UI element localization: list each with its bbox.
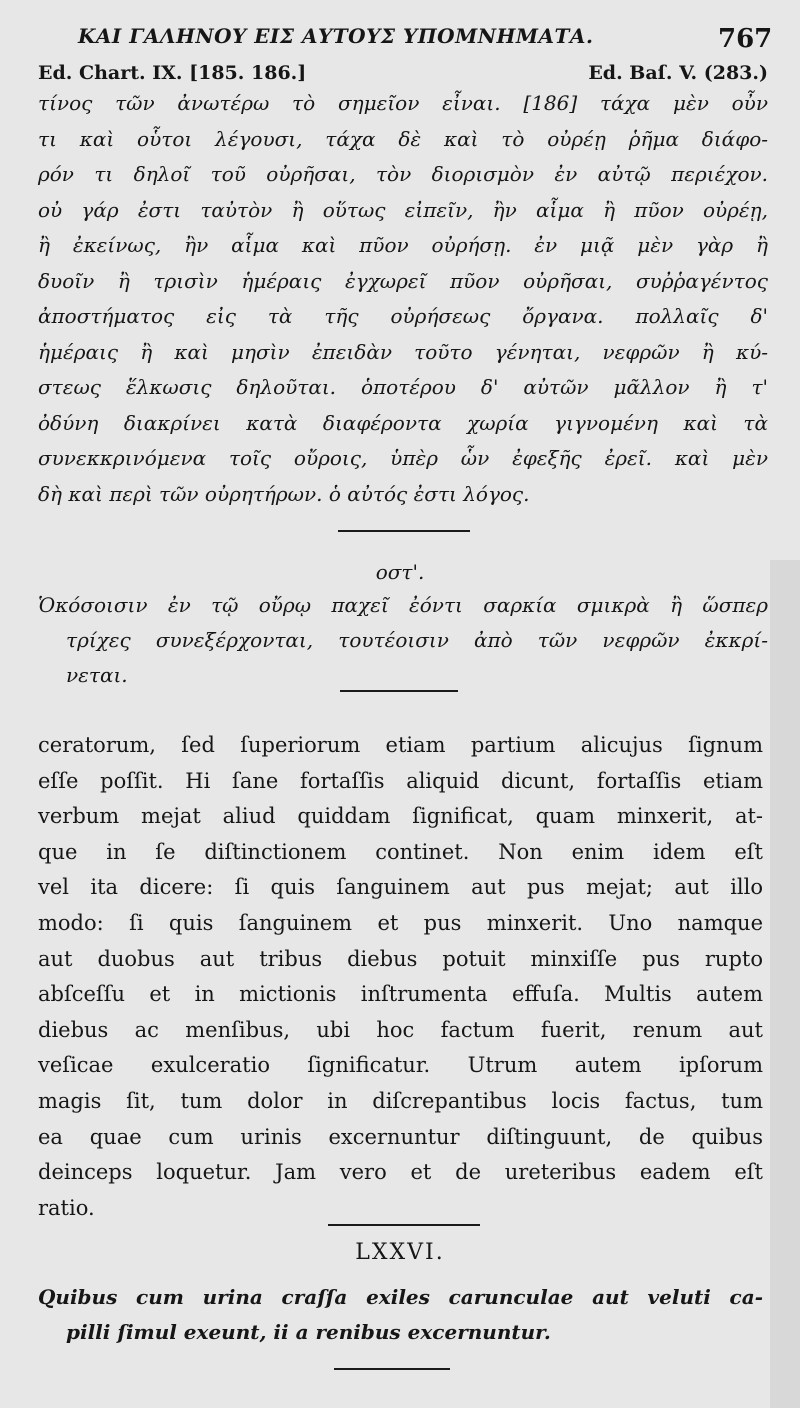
latin-commentary-line: aut duobus aut tribus diebus potuit minxiſſe pus rupto — [38, 946, 763, 971]
latin-commentary-line: vel ita dicere: ſi quis ſanguinem aut pus mejat; aut illo — [38, 875, 763, 900]
section-divider-rule — [328, 1224, 480, 1226]
greek-section-number: οστ'. — [375, 560, 425, 584]
latin-commentary-line: veſicae exulceratio ſignificatur. Utrum autem ipſorum — [38, 1053, 763, 1078]
greek-commentary-line: ἢ ἐκείνως, ἢν αἷμα καὶ πῦον οὐρήσῃ. ἐν μιᾷ μὲν γὰρ ἢ — [38, 233, 768, 257]
greek-commentary-line: ἀποστήματος εἰς τὰ τῆς οὐρήσεως ὄργανα. πολλαῖς δ' — [38, 304, 768, 328]
section-divider-rule — [340, 690, 458, 692]
edition-basel-reference: Ed. Baſ. V. (283.) — [588, 62, 768, 84]
running-header-title: ΚΑΙ ΓΑΛΗΝΟΥ ΕΙΣ ΑΥΤΟΥΣ ΥΠΟΜΝΗΜΑΤΑ. — [78, 24, 594, 48]
latin-commentary-line: abſceſſu et in mictionis inſtrumenta effuſa. Multis autem — [38, 982, 763, 1007]
latin-commentary-line: magis ſit, tum dolor in diſcrepantibus locis factus, tum — [38, 1088, 763, 1113]
greek-commentary-line: δυοῖν ἢ τρισὶν ἡμέραις ἐγχωρεῖ πῦον οὐρῆσαι, συῤῥαγέντος — [38, 268, 768, 293]
latin-commentary-line: que in ſe diſtinctionem continet. Non enim idem eſt — [38, 839, 763, 864]
latin-aphorism-line: Quibus cum urina craſſa exiles carunculae aut veluti ca- — [38, 1285, 763, 1309]
latin-commentary-line: diebus ac menſibus, ubi hoc factum fuerit, renum aut — [38, 1017, 763, 1042]
greek-aphorism-line: νεται. — [66, 663, 128, 687]
latin-commentary — [38, 728, 763, 1226]
greek-commentary-line: ρόν τι δηλοῖ τοῦ οὐρῆσαι, τὸν διορισμὸν ἐν αὐτῷ περιέχον. — [38, 162, 768, 186]
section-divider-rule — [334, 1368, 450, 1370]
greek-commentary-line: ὀδύνη διακρίνει κατὰ διαφέροντα χωρία γιγνομένη καὶ τὰ — [38, 410, 768, 435]
latin-commentary-line: ratio. — [38, 1195, 95, 1220]
greek-commentary-line: τίνος τῶν ἀνωτέρω τὸ σημεῖον εἶναι. [186] τάχα μὲν οὖν — [38, 91, 768, 115]
edition-chart-reference: Ed. Chart. IX. [185. 186.] — [38, 62, 307, 84]
latin-commentary-line: ceratorum, ſed ſuperiorum etiam partium alicujus ſignum — [38, 733, 763, 757]
latin-aphorism-line: pilli ſimul exeunt, ii a renibus excernuntur. — [66, 1320, 551, 1344]
greek-commentary-line: συνεκκρινόμενα τοῖς οὔροις, ὑπὲρ ὧν ἐφεξῆς ἐρεῖ. καὶ μὲν — [38, 446, 768, 470]
greek-commentary-line: τι καὶ οὗτοι λέγουσι, τάχα δὲ καὶ τὸ οὐρέῃ ῥῆμα διάφο- — [38, 126, 768, 151]
greek-aphorism-line: Ὁκόσοισιν ἐν τῷ οὔρῳ παχεῖ ἐόντι σαρκία σμικρὰ ἢ ὥσπερ — [38, 593, 768, 617]
greek-aphorism-line: τρίχες συνεξέρχονται, τουτέοισιν ἀπὸ τῶν νεφρῶν ἐκκρί- — [66, 628, 768, 652]
greek-aphorism — [38, 588, 768, 693]
greek-commentary-line: οὐ γάρ ἐστι ταὐτὸν ἢ οὕτως εἰπεῖν, ἢν αἷμα ἢ πῦον οὐρέῃ, — [38, 197, 768, 222]
greek-commentary-line: δὴ καὶ περὶ τῶν οὐρητήρων. ὁ αὐτός ἐστι λόγος. — [38, 481, 530, 506]
greek-commentary-line: ἡμέραις ἢ καὶ μησὶν ἐπειδὰν τοῦτο γένηται, νεφρῶν ἢ κύ- — [38, 339, 768, 364]
greek-commentary-line: στεως ἕλκωσις δηλοῦται. ὁποτέρου δ' αὐτῶν μᾶλλον ἢ τ' — [38, 375, 768, 399]
latin-commentary-line: ea quae cum urinis excernuntur diſtinguunt, de quibus — [38, 1124, 763, 1149]
latin-aphorism — [38, 1280, 763, 1350]
latin-commentary-line: modo: ſi quis ſanguinem et pus minxerit. Uno namque — [38, 910, 763, 935]
latin-commentary-line: deinceps loquetur. Jam vero et de ureteribus eadem eſt — [38, 1160, 763, 1185]
section-divider-rule — [338, 530, 470, 532]
latin-section-number: LXXVI. — [355, 1240, 445, 1265]
greek-commentary — [38, 86, 768, 512]
paper-bleed-through — [770, 560, 800, 1408]
page-number: 767 — [718, 24, 773, 54]
latin-commentary-line: verbum mejat aliud quiddam ſignificat, quam minxerit, at- — [38, 804, 763, 829]
latin-commentary-line: eſſe poſſit. Hi ſane fortaſſis aliquid dicunt, fortaſſis etiam — [38, 768, 763, 793]
